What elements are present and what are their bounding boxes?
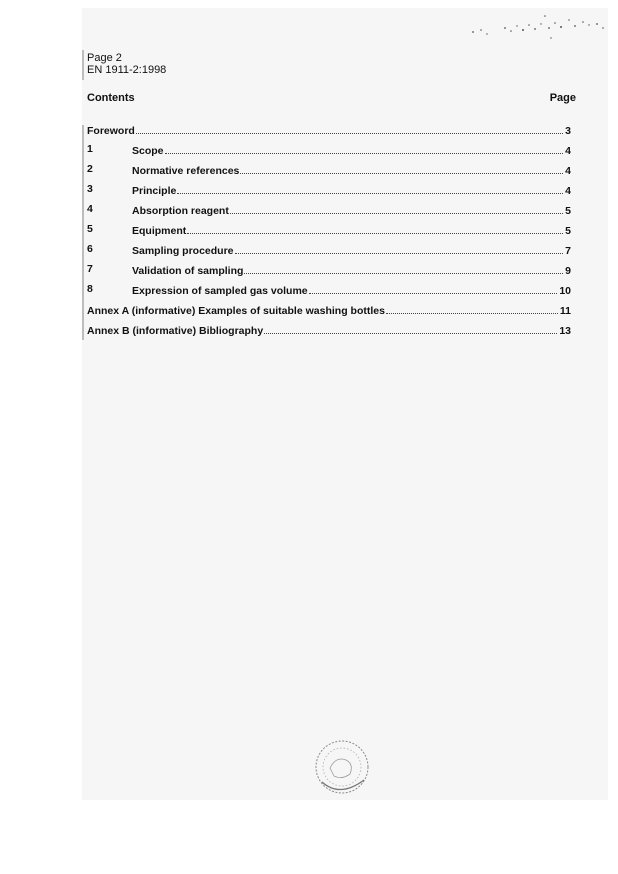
toc-leader-dots bbox=[264, 323, 557, 334]
toc-leader-dots bbox=[187, 223, 563, 234]
toc-entry-sampling-procedure[interactable] bbox=[87, 243, 571, 263]
toc-page-number: 7 bbox=[565, 245, 571, 257]
toc-leader-dots bbox=[386, 303, 558, 314]
scan-edge-mark bbox=[82, 50, 84, 80]
toc-leader-dots bbox=[177, 183, 563, 194]
toc-entry-absorption-reagent[interactable] bbox=[87, 203, 571, 223]
toc-entry-scope[interactable] bbox=[87, 143, 571, 163]
stamp-seal-icon bbox=[310, 738, 374, 796]
toc-clause-number: 4 bbox=[87, 203, 93, 215]
toc-leader-dots bbox=[309, 283, 558, 294]
toc-entry-principle[interactable] bbox=[87, 183, 571, 203]
toc-leader-dots bbox=[240, 163, 563, 174]
toc-entry-validation-of-sampling[interactable] bbox=[87, 263, 571, 283]
toc-entry-annex-a[interactable] bbox=[87, 303, 571, 323]
contents-heading-row bbox=[87, 92, 576, 106]
document-id: EN 1911-2:1998 bbox=[87, 64, 167, 76]
toc-page-number: 4 bbox=[565, 145, 571, 157]
toc-clause-number: 8 bbox=[87, 283, 93, 295]
toc-title: Equipment bbox=[132, 225, 187, 237]
toc-clause-number: 7 bbox=[87, 263, 93, 275]
toc-page-number: 11 bbox=[559, 305, 571, 317]
toc-title: Sampling procedure bbox=[132, 245, 234, 257]
toc-title: Annex B (informative) Bibliography bbox=[87, 325, 264, 337]
toc-title: Validation of sampling bbox=[132, 265, 244, 277]
page-column-heading: Page bbox=[549, 92, 576, 104]
toc-clause-number: 5 bbox=[87, 223, 93, 235]
toc-page-number: 3 bbox=[565, 125, 571, 137]
toc-title: Absorption reagent bbox=[132, 205, 229, 217]
table-of-contents bbox=[87, 123, 571, 343]
toc-entry-foreword[interactable] bbox=[87, 123, 571, 143]
toc-title: Foreword bbox=[87, 125, 135, 137]
toc-page-number: 4 bbox=[565, 185, 571, 197]
toc-clause-number: 2 bbox=[87, 163, 93, 175]
toc-leader-dots bbox=[235, 243, 564, 254]
toc-page-number: 10 bbox=[559, 285, 571, 297]
toc-leader-dots bbox=[230, 203, 563, 214]
toc-entry-normative-references[interactable] bbox=[87, 163, 571, 183]
toc-title: Normative references bbox=[132, 165, 240, 177]
toc-entry-equipment[interactable] bbox=[87, 223, 571, 243]
toc-page-number: 5 bbox=[565, 225, 571, 237]
toc-leader-dots bbox=[136, 123, 563, 134]
scan-noise-marks bbox=[465, 12, 615, 42]
toc-title: Expression of sampled gas volume bbox=[132, 285, 308, 297]
toc-entry-annex-b[interactable] bbox=[87, 323, 571, 343]
toc-title: Principle bbox=[132, 185, 177, 197]
toc-clause-number: 6 bbox=[87, 243, 93, 255]
toc-leader-dots bbox=[244, 263, 563, 274]
toc-title: Scope bbox=[132, 145, 164, 157]
scan-edge-mark bbox=[82, 125, 84, 340]
document-header bbox=[87, 52, 166, 76]
toc-page-number: 13 bbox=[559, 325, 571, 337]
toc-leader-dots bbox=[165, 143, 564, 154]
toc-clause-number: 3 bbox=[87, 183, 93, 195]
toc-page-number: 4 bbox=[565, 165, 571, 177]
contents-heading: Contents bbox=[87, 92, 135, 104]
toc-title: Annex A (informative) Examples of suitable washing bottles bbox=[87, 305, 385, 317]
toc-clause-number: 1 bbox=[87, 143, 93, 155]
toc-page-number: 5 bbox=[565, 205, 571, 217]
page-number: Page 2 bbox=[87, 52, 122, 64]
toc-entry-expression-of-sampled-gas-volume[interactable] bbox=[87, 283, 571, 303]
toc-page-number: 9 bbox=[565, 265, 571, 277]
